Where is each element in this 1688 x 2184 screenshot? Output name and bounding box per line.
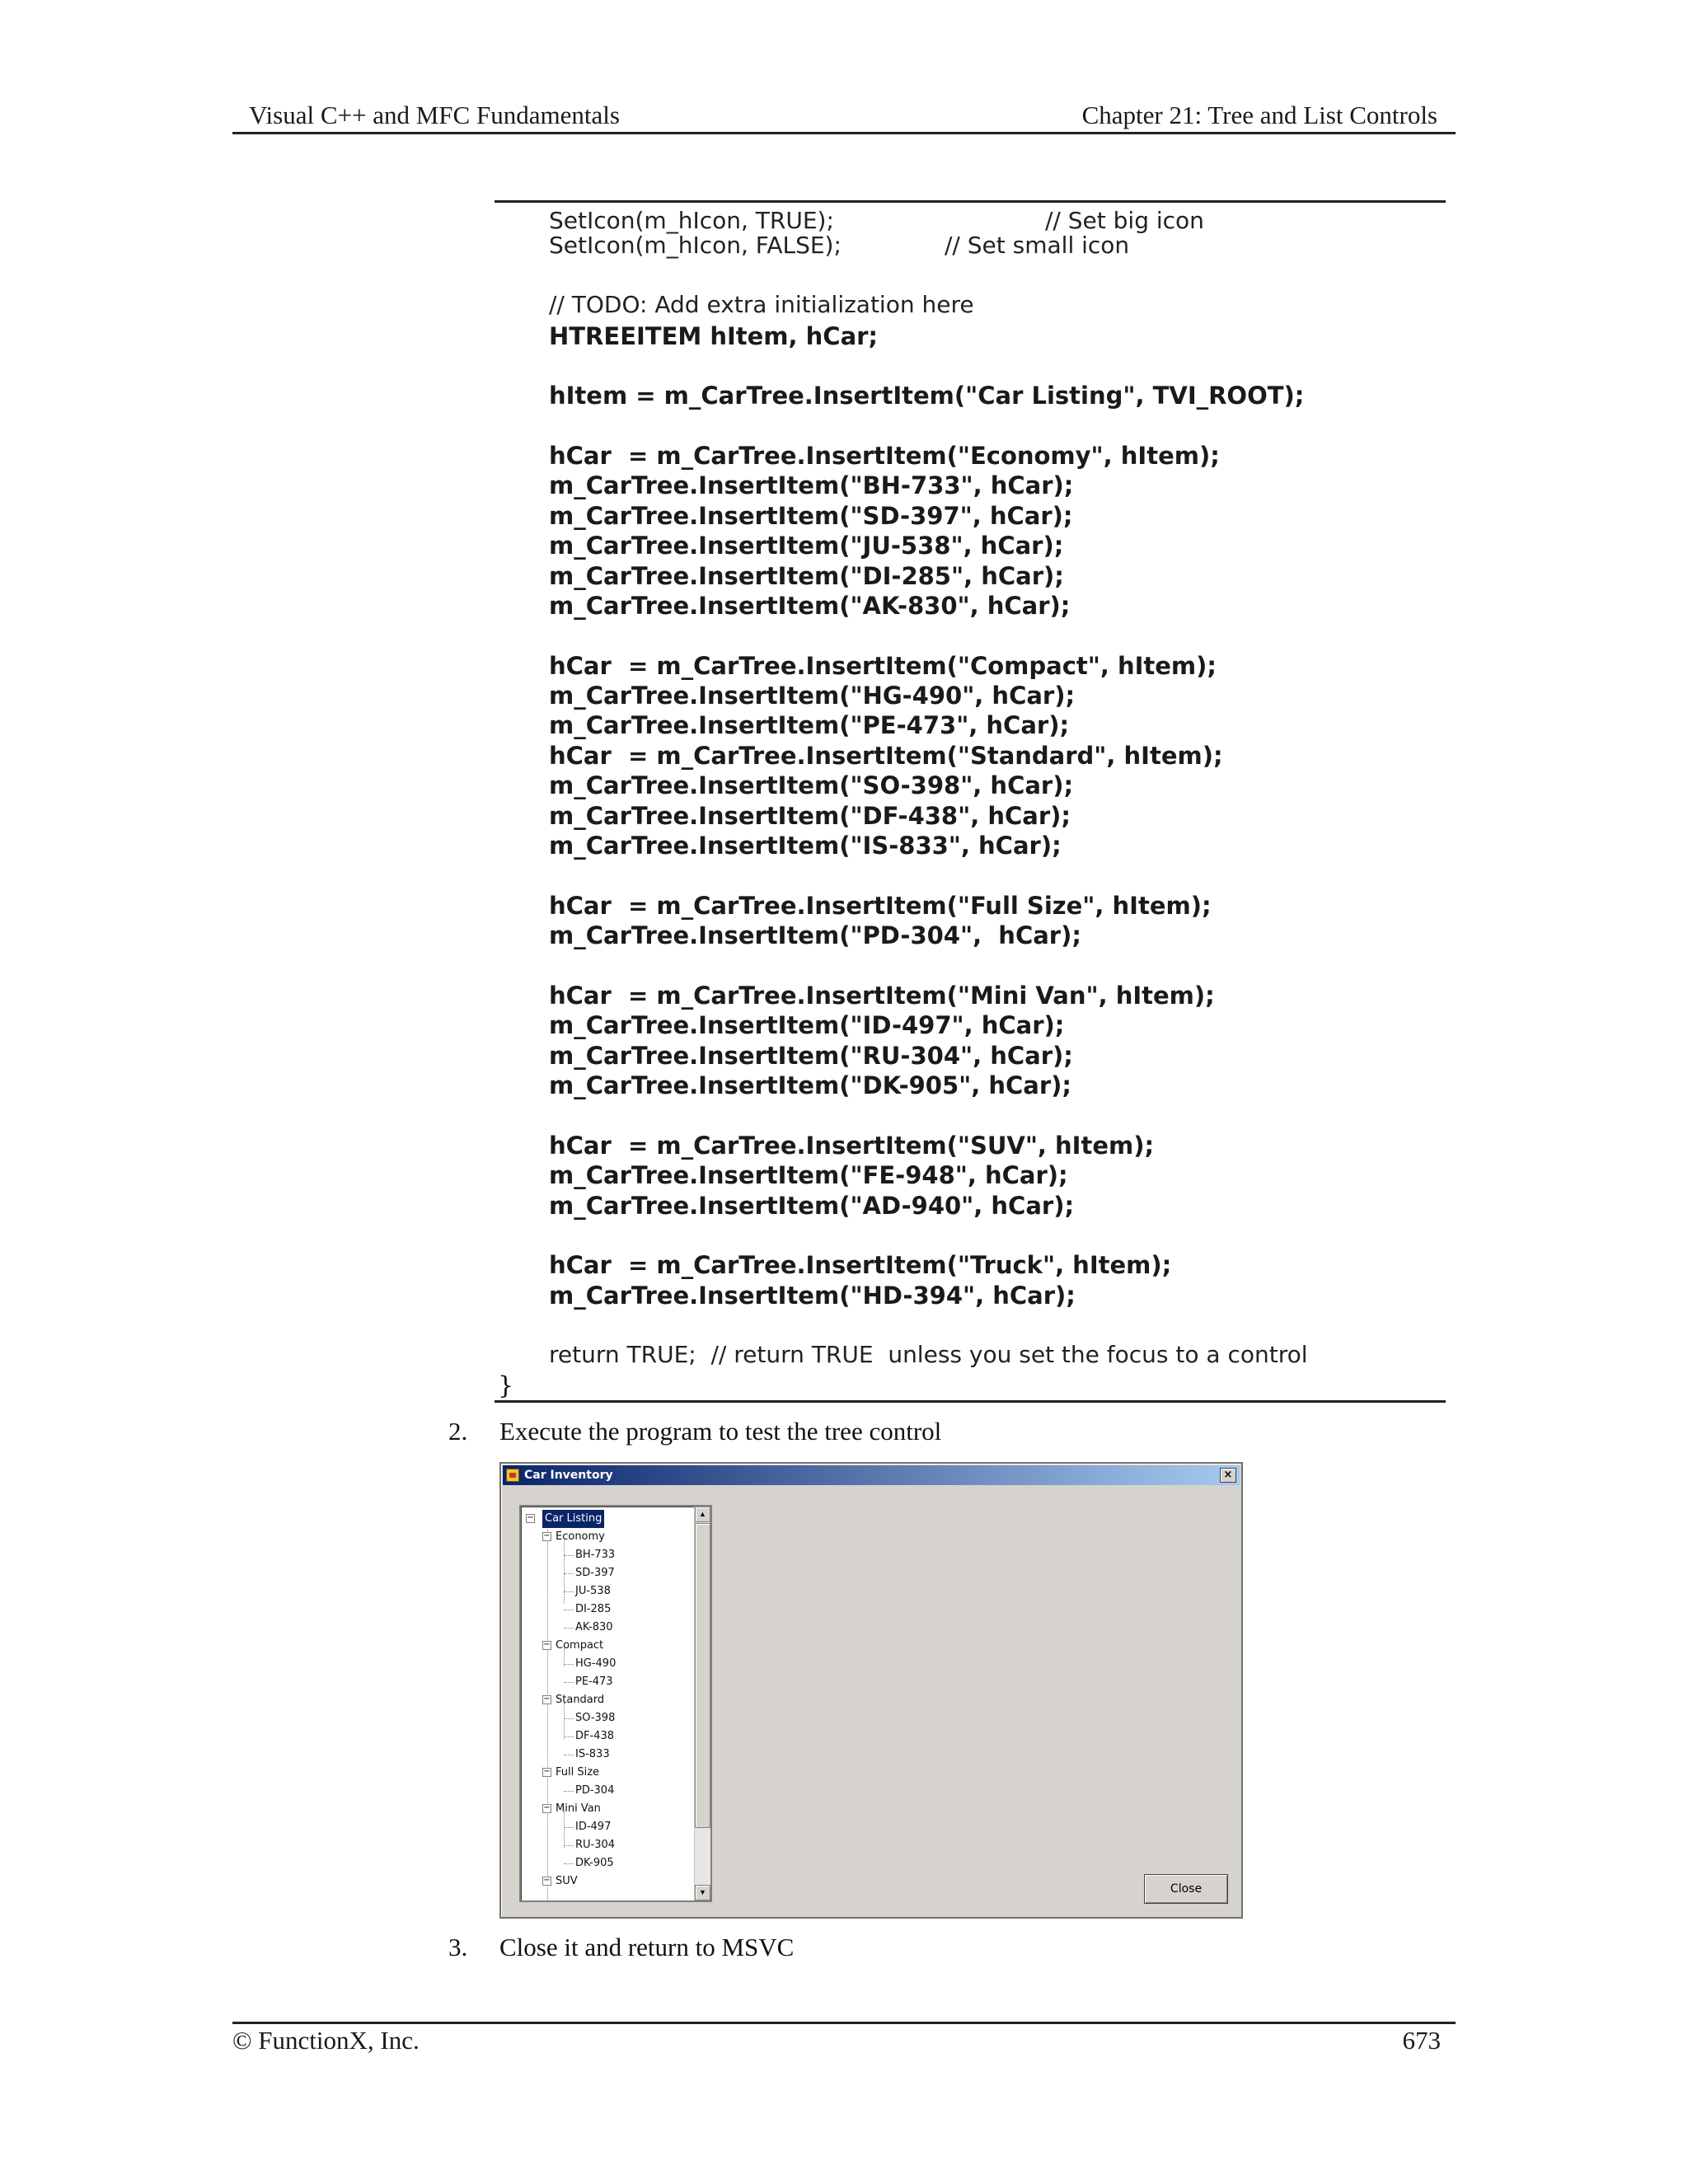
tree-root-label: Car Listing <box>542 1510 604 1528</box>
code-line: m_CarTree.InsertItem("RU-304", hCar); <box>549 1042 1073 1070</box>
code-line: m_CarTree.InsertItem("IS-833", hCar); <box>549 832 1062 860</box>
code-line-compact: hCar = m_CarTree.InsertItem("Compact", hItem); <box>549 652 1217 680</box>
code-line: m_CarTree.InsertItem("HG-490", hCar); <box>549 682 1076 710</box>
tree-category-label: Mini Van <box>556 1802 601 1815</box>
tree-category-label: Economy <box>556 1530 605 1543</box>
running-header-book-title: Visual C++ and MFC Fundamentals <box>249 101 620 129</box>
dialog-titlebar[interactable] <box>503 1465 1240 1485</box>
code-top-rule <box>495 200 1446 203</box>
code-line: m_CarTree.InsertItem("PE-473", hCar); <box>549 711 1070 739</box>
scroll-thumb[interactable] <box>695 1523 710 1828</box>
tree-category-label: Full Size <box>556 1766 600 1779</box>
code-line: m_CarTree.InsertItem("SO-398", hCar); <box>549 771 1074 799</box>
tree-connector <box>564 1540 565 1603</box>
collapse-icon[interactable]: − <box>543 1803 551 1812</box>
code-comment-small-icon: // Set small icon <box>945 232 1130 259</box>
code-line: m_CarTree.InsertItem("SD-397", hCar); <box>549 502 1073 530</box>
code-line: m_CarTree.InsertItem("ID-497", hCar); <box>549 1011 1065 1039</box>
code-line-truck: hCar = m_CarTree.InsertItem("Truck", hItem); <box>549 1251 1172 1279</box>
step-text: Execute the program to test the tree control <box>499 1417 942 1446</box>
tree-category-label: Standard <box>556 1694 605 1706</box>
code-line-economy: hCar = m_CarTree.InsertItem("Economy", hItem); <box>549 442 1220 470</box>
car-inventory-dialog <box>499 1462 1243 1919</box>
close-icon[interactable]: × <box>1220 1468 1236 1483</box>
tree-category-label: SUV <box>556 1875 578 1887</box>
tree-vertical-scrollbar[interactable] <box>694 1507 710 1900</box>
tree-category-label: Compact <box>556 1639 604 1652</box>
scroll-down-arrow-icon[interactable]: ▼ <box>695 1885 710 1900</box>
car-tree-control[interactable]: − Car Listing − Economy BH-733 SD-397 JU-538 DI-285 AK-830 − Compact HG-490 PE-473 − Standard SO-398 DF-438 IS-833 − Full Size PD-304 − Mini Van ID-497 RU-304 DK-905 − SUV ▲ ▼ <box>519 1505 712 1902</box>
code-line: m_CarTree.InsertItem("FE-948", hCar); <box>549 1161 1068 1189</box>
header-rule <box>232 132 1456 134</box>
collapse-icon[interactable]: − <box>543 1531 551 1540</box>
code-line-root-insert: hItem = m_CarTree.InsertItem("Car Listing", TVI_ROOT); <box>549 382 1305 410</box>
collapse-icon[interactable]: − <box>543 1767 551 1776</box>
code-line-standard: hCar = m_CarTree.InsertItem("Standard", hItem); <box>549 742 1223 770</box>
code-closing-brace: } <box>498 1371 514 1400</box>
code-line: m_CarTree.InsertItem("DF-438", hCar); <box>549 802 1071 830</box>
code-line-return: return TRUE; // return TRUE unless you set the focus to a control <box>549 1341 1308 1368</box>
code-line-full-size: hCar = m_CarTree.InsertItem("Full Size", hItem); <box>549 892 1212 920</box>
code-line: m_CarTree.InsertItem("BH-733", hCar); <box>549 471 1074 499</box>
footer-copyright: © FunctionX, Inc. <box>232 2026 420 2055</box>
step-text: Close it and return to MSVC <box>499 1933 795 1961</box>
code-bottom-rule <box>495 1400 1446 1403</box>
running-header-chapter-title: Chapter 21: Tree and List Controls <box>1081 101 1437 129</box>
collapse-icon[interactable]: − <box>527 1513 534 1522</box>
code-line-suv: hCar = m_CarTree.InsertItem("SUV", hItem); <box>549 1132 1155 1160</box>
code-line: m_CarTree.InsertItem("AK-830", hCar); <box>549 592 1071 620</box>
code-line-todo: // TODO: Add extra initialization here <box>549 291 974 318</box>
page-number: 673 <box>1402 2026 1441 2055</box>
footer-rule <box>232 2022 1456 2024</box>
code-line: m_CarTree.InsertItem("AD-940", hCar); <box>549 1192 1075 1220</box>
dialog-title: Car Inventory <box>524 1469 613 1482</box>
code-line: m_CarTree.InsertItem("JU-538", hCar); <box>549 532 1064 560</box>
code-line-seticon-true: SetIcon(m_hIcon, TRUE); // Set big icon <box>549 207 1204 234</box>
collapse-icon[interactable]: − <box>543 1876 551 1885</box>
code-comment-big-icon: // Set big icon <box>1045 207 1204 234</box>
step-number: 2. <box>448 1417 468 1446</box>
close-button[interactable]: Close <box>1144 1874 1228 1904</box>
tree-connector <box>547 1530 548 1902</box>
scroll-up-arrow-icon[interactable]: ▲ <box>695 1507 710 1522</box>
code-line: m_CarTree.InsertItem("HD-394", hCar); <box>549 1282 1076 1310</box>
collapse-icon[interactable]: − <box>543 1640 551 1649</box>
code-line-mini-van: hCar = m_CarTree.InsertItem("Mini Van", hItem); <box>549 982 1215 1010</box>
code-line: m_CarTree.InsertItem("DK-905", hCar); <box>549 1071 1072 1099</box>
code-line: m_CarTree.InsertItem("DI-285", hCar); <box>549 562 1064 590</box>
collapse-icon[interactable]: − <box>543 1694 551 1704</box>
step-number: 3. <box>448 1933 468 1961</box>
code-line-seticon-false: SetIcon(m_hIcon, FALSE); // Set small icon <box>549 232 1130 259</box>
app-icon <box>506 1469 519 1482</box>
code-line: m_CarTree.InsertItem("PD-304", hCar); <box>549 921 1081 949</box>
code-line-declaration: HTREEITEM hItem, hCar; <box>549 322 879 350</box>
